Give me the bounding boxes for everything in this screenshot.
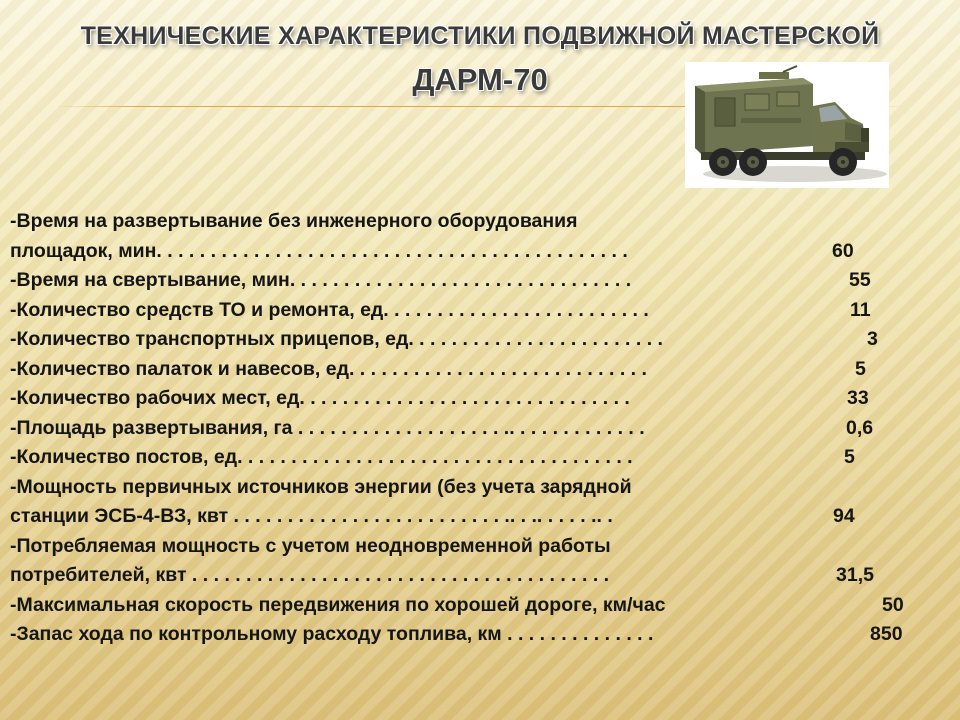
spec-value: 55 bbox=[849, 269, 871, 291]
spec-row bbox=[10, 532, 950, 562]
slide-subtitle: ДАРМ-70 bbox=[412, 62, 548, 97]
spec-row bbox=[10, 443, 950, 473]
spec-text: -Количество постов, ед. . . . . . . . . . . . . . . . . . . . . . . . . . . . . . . . . . . . . bbox=[10, 446, 633, 468]
spec-value: 5 bbox=[855, 357, 866, 380]
spec-row bbox=[10, 384, 950, 414]
spec-row bbox=[10, 207, 950, 237]
military-truck-image bbox=[685, 62, 889, 188]
spec-row bbox=[10, 414, 950, 444]
spec-text: -Площадь развертывания, га . . . . . . . . . . . . . . . . . . . .. . . . . . . . . . . . . bbox=[10, 416, 645, 439]
spec-value: 11 bbox=[850, 298, 871, 321]
spec-text: -Потребляемая мощность с учетом неодновременной работы bbox=[10, 534, 611, 557]
spec-row bbox=[10, 325, 950, 355]
spec-row bbox=[10, 502, 950, 532]
spec-text: -Количество транспортных прицепов, ед. . . . . . . . . . . . . . . . . . . . . . . . bbox=[10, 328, 663, 350]
spec-text: -Количество рабочих мест, ед. . . . . . . . . . . . . . . . . . . . . . . . . . . . . . . bbox=[10, 387, 630, 409]
specs-list bbox=[10, 207, 950, 650]
spec-value: 0,6 bbox=[846, 416, 874, 439]
spec-text: -Количество палаток и навесов, ед. . . . . . . . . . . . . . . . . . . . . . . . . . . . bbox=[10, 357, 647, 380]
spec-text: -Время на развертывание без инженерного оборудования bbox=[10, 210, 578, 232]
spec-value: 50 bbox=[882, 593, 904, 616]
spec-text: площадок, мин. . . . . . . . . . . . . . . . . . . . . . . . . . . . . . . . . . . . . . . . . . . . bbox=[10, 239, 628, 262]
spec-value: 33 bbox=[847, 387, 869, 409]
spec-text: -Максимальная скорость передвижения по хорошей дороге, км/час bbox=[10, 593, 666, 616]
spec-text: -Запас хода по контрольному расходу топлива, км . . . . . . . . . . . . . . bbox=[10, 623, 654, 645]
spec-value: 94 bbox=[833, 505, 855, 527]
spec-text: -Время на свертывание, мин. . . . . . . . . . . . . . . . . . . . . . . . . . . . . . . . bbox=[10, 269, 632, 291]
spec-value: 3 bbox=[867, 328, 878, 350]
spec-row bbox=[10, 355, 950, 385]
spec-text: -Количество средств ТО и ремонта, ед. . . . . . . . . . . . . . . . . . . . . . . . . bbox=[10, 298, 649, 321]
spec-value: 850 bbox=[870, 623, 903, 645]
spec-row bbox=[10, 620, 950, 650]
spec-value: 31,5 bbox=[836, 564, 874, 586]
spec-text: потребителей, квт . . . . . . . . . . . . . . . . . . . . . . . . . . . . . . . . . . . . . . . bbox=[10, 564, 610, 586]
spec-value: 5 bbox=[844, 446, 855, 468]
spec-text: станции ЭСБ-4-ВЗ, квт . . . . . . . . . . . . . . . . . . . . . . . . . .. . .. . . . . .. . bbox=[10, 505, 613, 527]
spec-row bbox=[10, 561, 950, 591]
spec-row bbox=[10, 473, 950, 503]
spec-row bbox=[10, 591, 950, 621]
slide-title: ТЕХНИЧЕСКИЕ ХАРАКТЕРИСТИКИ ПОДВИЖНОЙ МАСТЕРСКОЙ bbox=[80, 22, 880, 50]
spec-row bbox=[10, 237, 950, 267]
spec-value: 60 bbox=[832, 239, 854, 262]
spec-row bbox=[10, 296, 950, 326]
spec-text: -Мощность первичных источников энергии (без учета зарядной bbox=[10, 475, 632, 498]
spec-row bbox=[10, 266, 950, 296]
